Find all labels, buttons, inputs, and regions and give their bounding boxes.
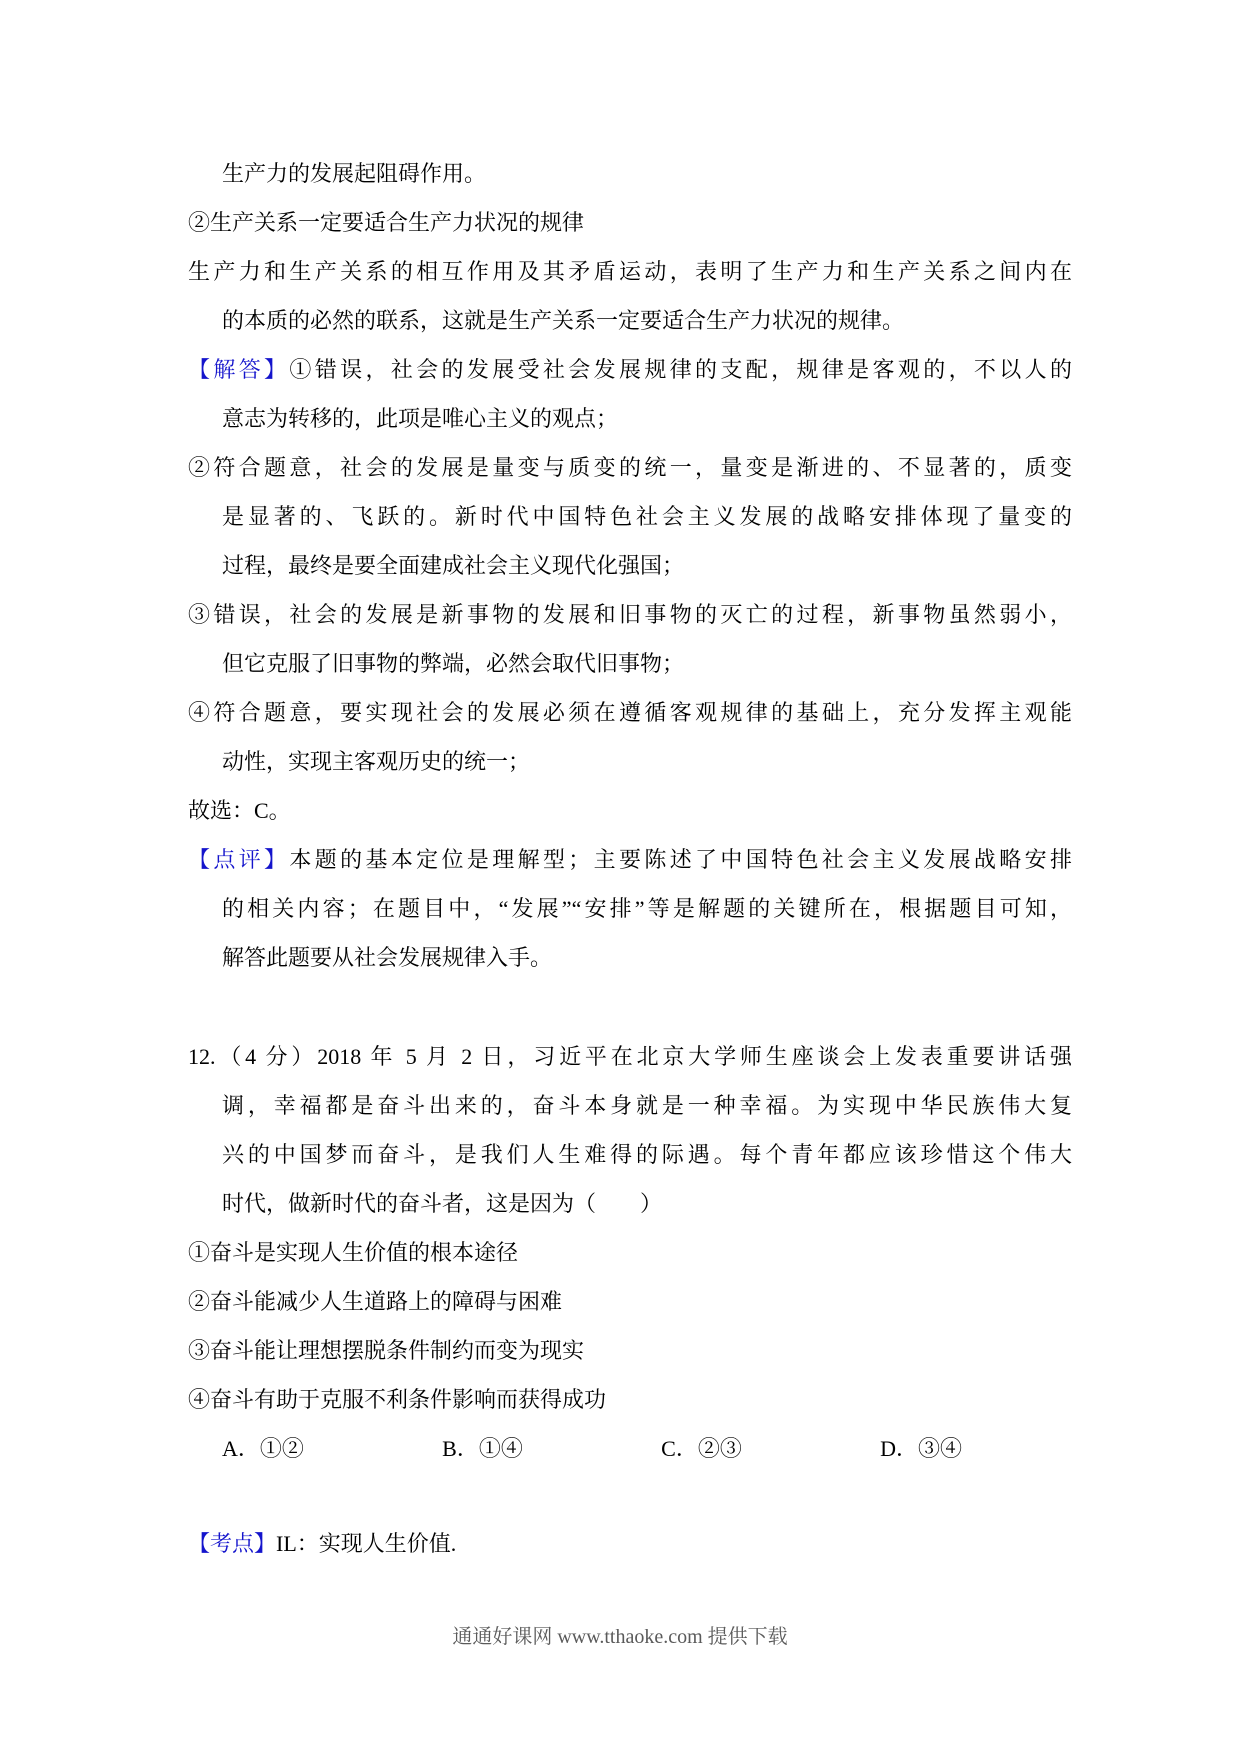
- keypoint-tag: 【考点】: [188, 1531, 277, 1556]
- analysis-line: ④符合题意，要实现社会的发展必须在遵循客观规律的基础上，充分发挥主观能: [188, 700, 1072, 725]
- question-stem-line: 12.（4 分）2018 年 5 月 2 日，习近平在北京大学师生座谈会上发表重要讲话强: [188, 1044, 1072, 1069]
- analysis-line: ②符合题意，社会的发展是量变与质变的统一，量变是渐进的、不显著的，质变: [188, 455, 1072, 480]
- question-stem-line: 调，幸福都是奋斗出来的，奋斗本身就是一种幸福。为实现中华民族伟大复: [222, 1093, 1072, 1118]
- question-stem-line: 时代，做新时代的奋斗者，这是因为（ ）: [222, 1191, 663, 1216]
- analysis-line: 但它克服了旧事物的弊端，必然会取代旧事物；: [222, 651, 685, 676]
- choice-item: ④奋斗有助于克服不利条件影响而获得成功: [188, 1387, 607, 1412]
- choice-item: ②奋斗能减少人生道路上的障碍与困难: [188, 1289, 563, 1314]
- comment-line: 解答此题要从社会发展规律入手。: [222, 945, 553, 970]
- option-d: D．③④: [880, 1436, 962, 1461]
- answer-options-row: [222, 1424, 962, 1473]
- analysis-line: [188, 345, 1072, 394]
- comment-tag: 【点评】: [188, 847, 290, 872]
- explanation-line: 生产力的发展起阻碍作用。: [222, 161, 487, 186]
- analysis-line: ③错误，社会的发展是新事物的发展和旧事物的灭亡的过程，新事物虽然弱小，: [188, 602, 1072, 627]
- answer-conclusion: 故选：C。: [188, 798, 291, 823]
- comment-line: [188, 835, 1072, 884]
- option-b: B．①④: [442, 1436, 523, 1461]
- page-footer: 通通好课网 www.tthaoke.com 提供下载: [452, 1626, 788, 1648]
- question-stem-line: 兴的中国梦而奋斗，是我们人生难得的际遇。每个青年都应该珍惜这个伟大: [222, 1142, 1072, 1167]
- analysis-tag: 【解答】: [188, 357, 290, 382]
- analysis-line: 过程，最终是要全面建成社会主义现代化强国；: [222, 553, 685, 578]
- explanation-line: 生产力和生产关系的相互作用及其矛盾运动，表明了生产力和生产关系之间内在: [188, 259, 1072, 284]
- choice-item: ①奋斗是实现人生价值的根本途径: [188, 1240, 519, 1265]
- analysis-line: 意志为转移的，此项是唯心主义的观点；: [222, 406, 619, 431]
- comment-line: 的相关内容；在题目中，“发展”“安排”等是解题的关键所在，根据题目可知，: [222, 896, 1072, 921]
- keypoint-line: [188, 1519, 1072, 1568]
- option-a: A．①②: [222, 1436, 304, 1461]
- analysis-text: ①错误，社会的发展受社会发展规律的支配，规律是客观的，不以人的: [289, 357, 1072, 382]
- analysis-line: 动性，实现主客观历史的统一；: [222, 749, 531, 774]
- analysis-line: 是显著的、飞跃的。新时代中国特色社会主义发展的战略安排体现了量变的: [222, 504, 1072, 529]
- choice-item: ③奋斗能让理想摆脱条件制约而变为现实: [188, 1338, 585, 1363]
- explanation-line: ②生产关系一定要适合生产力状况的规律: [188, 210, 585, 235]
- keypoint-text: IL：实现人生价值.: [276, 1531, 457, 1556]
- explanation-line: 的本质的必然的联系，这就是生产关系一定要适合生产力状况的规律。: [222, 308, 905, 333]
- option-c: C．②③: [661, 1436, 742, 1461]
- document-body: [188, 149, 1072, 1568]
- comment-text: 本题的基本定位是理解型；主要陈述了中国特色社会主义发展战略安排: [289, 847, 1072, 872]
